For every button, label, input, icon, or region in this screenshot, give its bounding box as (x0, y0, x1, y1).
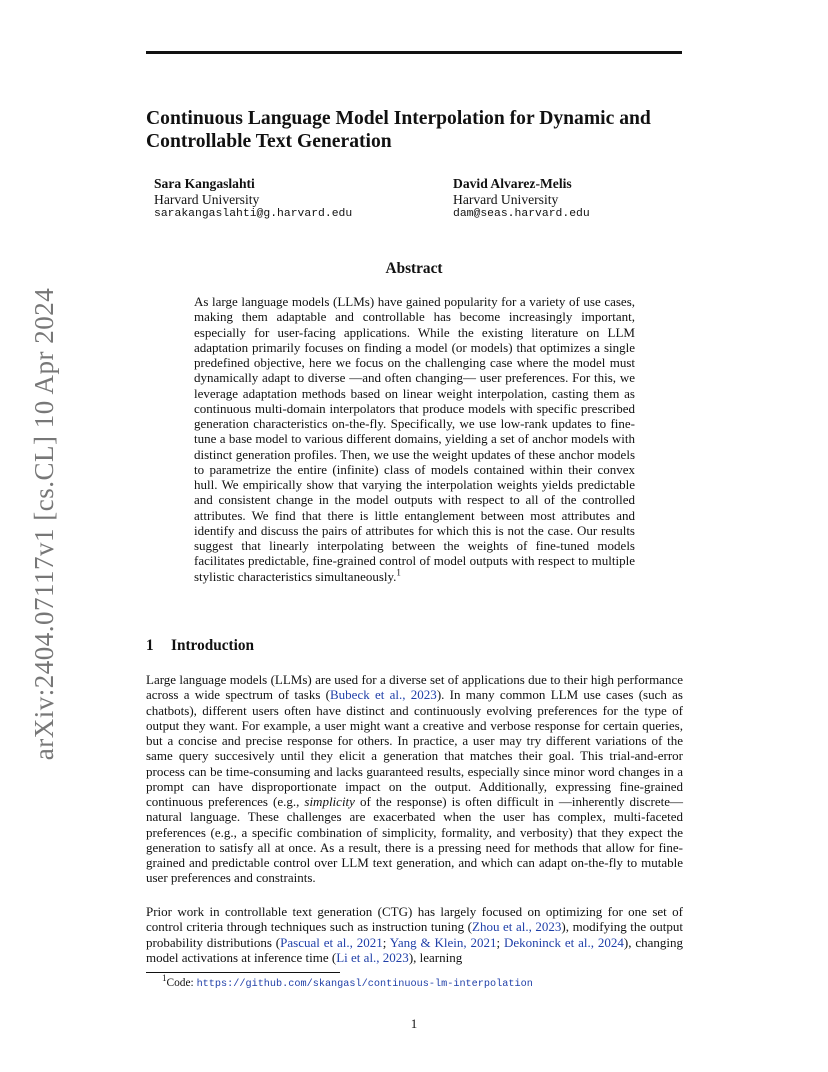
footnote-marker[interactable]: 1 (396, 567, 401, 578)
author-email[interactable]: sarakangaslahti@g.harvard.edu (154, 208, 353, 220)
author-email[interactable]: dam@seas.harvard.edu (453, 208, 590, 220)
abstract-text: As large language models (LLMs) have gained popularity for a variety of use cases, making them adaptable and controllable has become increasingly important, especially for user-facing applications. While the existing literature on LLM adaptation primarily focuses on finding a model (or models) that optimizes a single predefined objective, here we focus on the challenging case where the model must dynamically adapt to diverse —and often changing— user preferences. For this, we leverage adaptation methods based on linear weight interpolation, casting them as continuous multi-domain interpolators that produce models with specific prescribed generation characteristics on-the-fly. Specifically, we use low-rank updates to fine-tune a base model to various different domains, yielding a set of anchor models with distinct generation profiles. Then, we use the weight updates of these anchor models to parametrize the entire (infinite) class of models contained within their convex hull. We empirically show that varying the interpolation weights yields predictable and consistent change in the model outputs with respect to all of the controlled attributes. We find that there is little entanglement between most attributes and identify and discuss the pairs of attributes for which this is not the case. Our results suggest that linearly interpolating between the weights of fine-tuned models facilitates predictable, fine-grained control of model outputs with respect to multiple stylistic characteristics simultaneously. (194, 294, 635, 584)
paper-title: Continuous Language Model Interpolation for Dynamic and Controllable Text Generation (146, 108, 651, 152)
abstract-body (194, 294, 635, 584)
section-heading (146, 637, 254, 655)
text-run: ; (382, 934, 390, 950)
text-run: ), modifying the output probability distributions ( (146, 919, 683, 950)
intro-paragraph-1 (146, 672, 683, 886)
footnote (162, 973, 533, 992)
text-run: ), learning (408, 949, 463, 965)
citation-link[interactable]: Zhou et al., 2023 (472, 919, 562, 935)
code-url-link[interactable]: https://github.com/skangasl/continuous-lm-interpolation (196, 979, 533, 990)
footnote-rule (146, 972, 340, 973)
footnote-number: 1 (162, 973, 167, 984)
text-run: ; (496, 934, 504, 950)
arxiv-identifier: arXiv:2404.07117v1 [cs.CL] 10 Apr 2024 (29, 287, 59, 761)
author-block-1 (154, 176, 352, 223)
author-affiliation: Harvard University (154, 191, 260, 207)
footnote-label: Code: (166, 977, 197, 989)
author-affiliation: Harvard University (453, 191, 559, 207)
text-run: ). In many common LLM use cases (such as chatbots), different users often have distinct and continuously evolving preferences for the type of output they want. For example, a user might want a creative and verbose response for certain queries, but a concise and precise response for others. In practice, a user may try different variations of the same query succesively until they elicit a generation that matches their goal. This trial-and-error process can be time-consuming and lacks guaranteed results, especially since minor word changes in a prompt can have disproportionate impact on the output. Additionally, expressing fine-grained continuous preferences (e.g., (146, 687, 683, 809)
citation-link[interactable]: Dekoninck et al., 2024 (503, 934, 624, 950)
author-block-2 (453, 176, 590, 223)
author-name: Sara Kangaslahti (154, 176, 255, 191)
text-run: ), changing model activations at inference time ( (146, 934, 683, 965)
text-run: of the response) is often difficult in —inherently discrete— natural language. These challenges are exacerbated when the user has complex, multi-faceted preferences (e.g., a specific combination of simplicity, formality, and verbosity) that they expect the generation to satisfy all at once. As a result, there is a pressing need for methods that allow for fine-grained and predictable control over LLM text generation, and which can adapt on-the-fly to mutable user preferences and constraints. (146, 794, 683, 886)
citation-link[interactable]: Li et al., 2023 (336, 949, 409, 965)
page-number: 1 (410, 1016, 418, 1031)
section-number: 1 (146, 637, 154, 654)
abstract-heading: Abstract (385, 260, 443, 277)
author-name: David Alvarez-Melis (453, 176, 572, 191)
section-title: Introduction (171, 637, 255, 654)
text-run: Large language models (LLMs) are used for a diverse set of applications due to their high performance across a wide spectrum of tasks ( (146, 672, 683, 703)
intro-paragraph-2 (146, 904, 683, 965)
citation-link[interactable]: Pascual et al., 2021 (280, 934, 383, 950)
text-run: Prior work in controllable text generation (CTG) has largely focused on optimizing for one set of control criteria through techniques such as instruction tuning ( (146, 904, 683, 935)
citation-link[interactable]: Yang & Klein, 2021 (389, 934, 497, 950)
top-rule (146, 51, 682, 54)
citation-link[interactable]: Bubeck et al., 2023 (330, 687, 437, 703)
emphasis-text: simplicity (304, 794, 355, 809)
